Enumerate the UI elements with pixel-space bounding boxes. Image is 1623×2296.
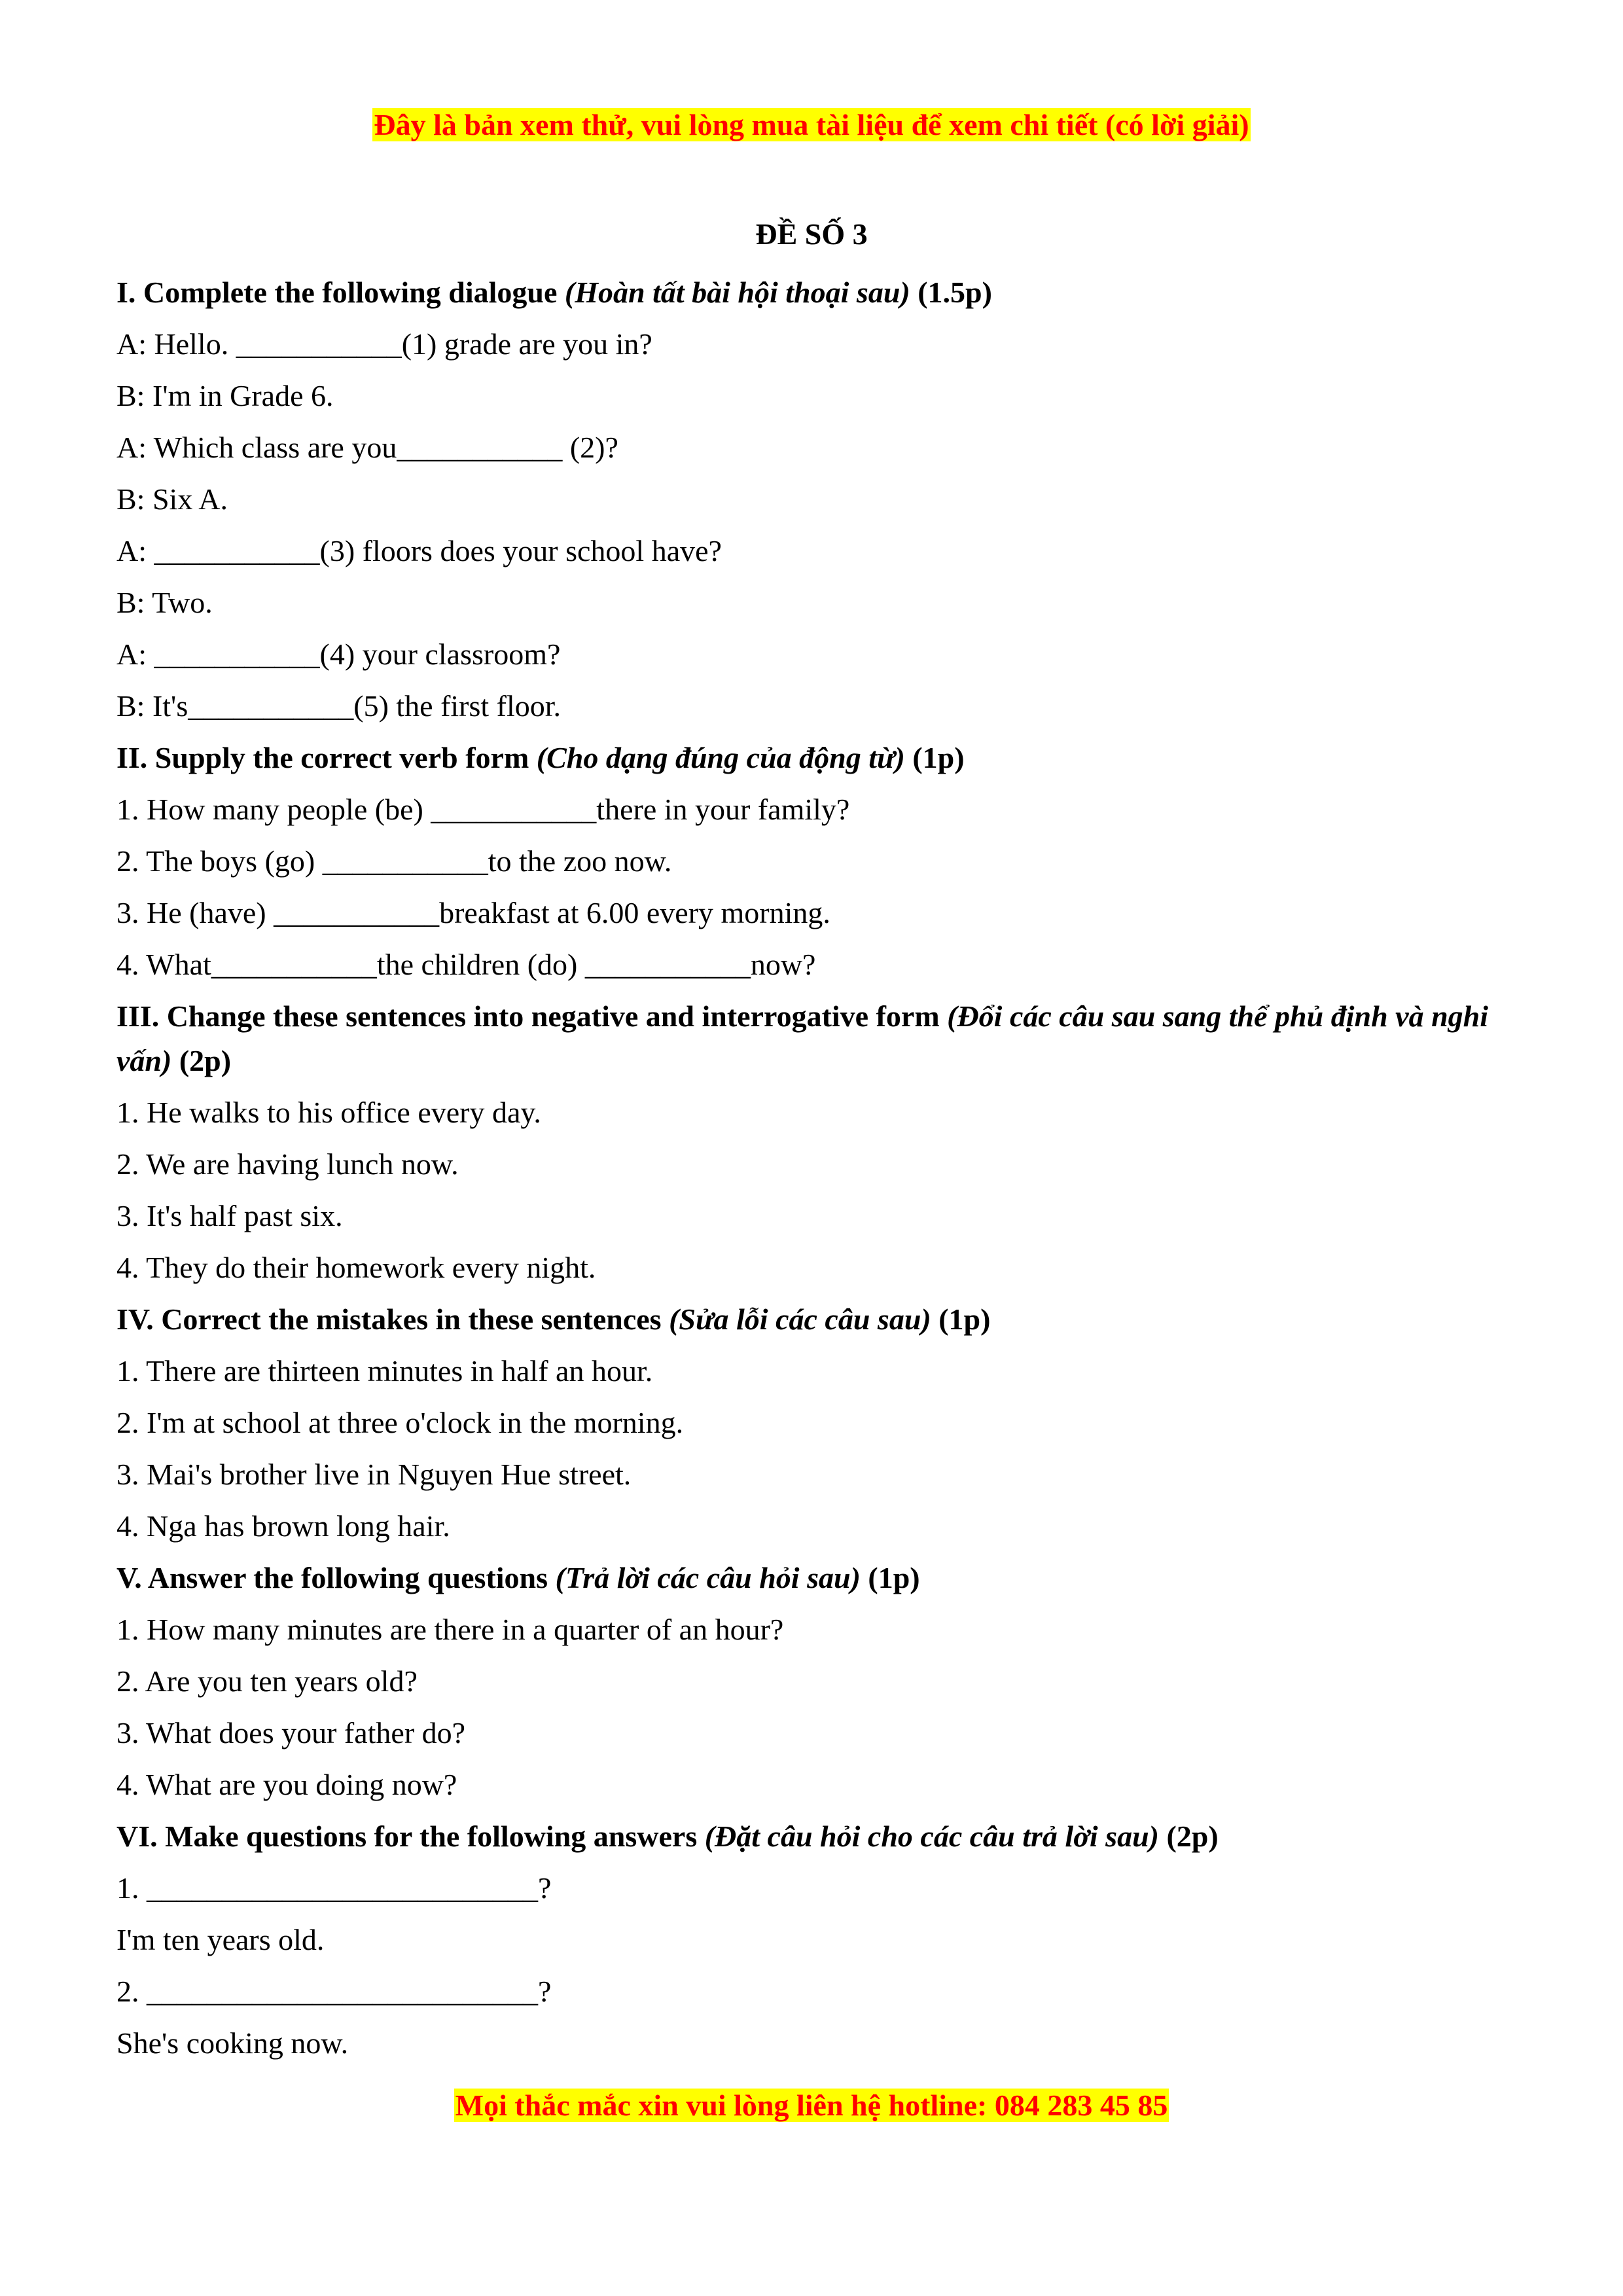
section-heading-4: IV. Correct the mistakes in these sentences (Sửa lỗi các câu sau) (1p) [116, 1302, 991, 1336]
section-heading-5: V. Answer the following questions (Trả lời các câu hỏi sau) (1p) [116, 1561, 920, 1594]
exercise-item: 4. Nga has brown long hair. [116, 1509, 450, 1543]
section-heading-2: II. Supply the correct verb form (Cho dạng đúng của động từ) (1p) [116, 741, 965, 774]
hotline-text: Mọi thắc mắc xin vui lòng liên hệ hotline: 084 283 45 85 [455, 2089, 1168, 2122]
section-heading-3: III. Change these sentences into negative and interrogative form (Đổi các câu sau sang thể phủ định và nghi vấn) (2p) [116, 999, 1489, 1077]
exercise-item: 1. How many minutes are there in a quarter of an hour? [116, 1613, 784, 1646]
exam-content [116, 266, 1530, 2069]
answer-line: I'm ten years old. [116, 1923, 325, 1956]
exam-title: ĐỀ SỐ 3 [755, 217, 868, 251]
exercise-item: 3. He (have) ___________breakfast at 6.00 every morning. [116, 896, 830, 929]
dialogue-line: B: I'm in Grade 6. [116, 379, 334, 412]
exercise-item: 2. Are you ten years old? [116, 1664, 418, 1698]
dialogue-line: A: ___________(4) your classroom? [116, 637, 561, 671]
exercise-item: 1. __________________________? [116, 1871, 552, 1905]
section-heading-6: VI. Make questions for the following answers (Đặt câu hỏi cho các câu trả lời sau) (2p) [116, 1820, 1219, 1853]
exercise-item: 3. Mai's brother live in Nguyen Hue street. [116, 1458, 632, 1491]
dialogue-line: B: Two. [116, 586, 213, 619]
exercise-item: 4. What___________the children (do) ___________now? [116, 948, 816, 981]
dialogue-line: B: Six A. [116, 482, 228, 516]
section-heading-1: I. Complete the following dialogue (Hoàn tất bài hội thoại sau) (1.5p) [116, 276, 992, 309]
exercise-item: 1. He walks to his office every day. [116, 1096, 541, 1129]
exercise-item: 4. What are you doing now? [116, 1768, 457, 1801]
preview-notice-banner [0, 106, 1623, 144]
hotline-banner [0, 2087, 1623, 2125]
exercise-item: 3. What does your father do? [116, 1716, 466, 1749]
dialogue-line: A: Hello. ___________(1) grade are you in? [116, 327, 652, 361]
exercise-item: 4. They do their homework every night. [116, 1251, 596, 1284]
dialogue-line: B: It's___________(5) the first floor. [116, 689, 562, 723]
exercise-item: 1. There are thirteen minutes in half an hour. [116, 1354, 653, 1388]
preview-notice-text: Đây là bản xem thử, vui lòng mua tài liệu để xem chi tiết (có lời giải) [374, 108, 1249, 141]
exercise-item: 1. How many people (be) ___________there in your family? [116, 793, 850, 826]
exercise-item: 2. We are having lunch now. [116, 1147, 459, 1181]
dialogue-line: A: ___________(3) floors does your school have? [116, 534, 722, 567]
exercise-item: 2. The boys (go) ___________to the zoo now. [116, 844, 672, 878]
answer-line: She's cooking now. [116, 2026, 349, 2060]
exercise-item: 2. __________________________? [116, 1975, 552, 2008]
dialogue-line: A: Which class are you___________ (2)? [116, 431, 618, 464]
exercise-item: 3. It's half past six. [116, 1199, 343, 1232]
exercise-item: 2. I'm at school at three o'clock in the morning. [116, 1406, 684, 1439]
